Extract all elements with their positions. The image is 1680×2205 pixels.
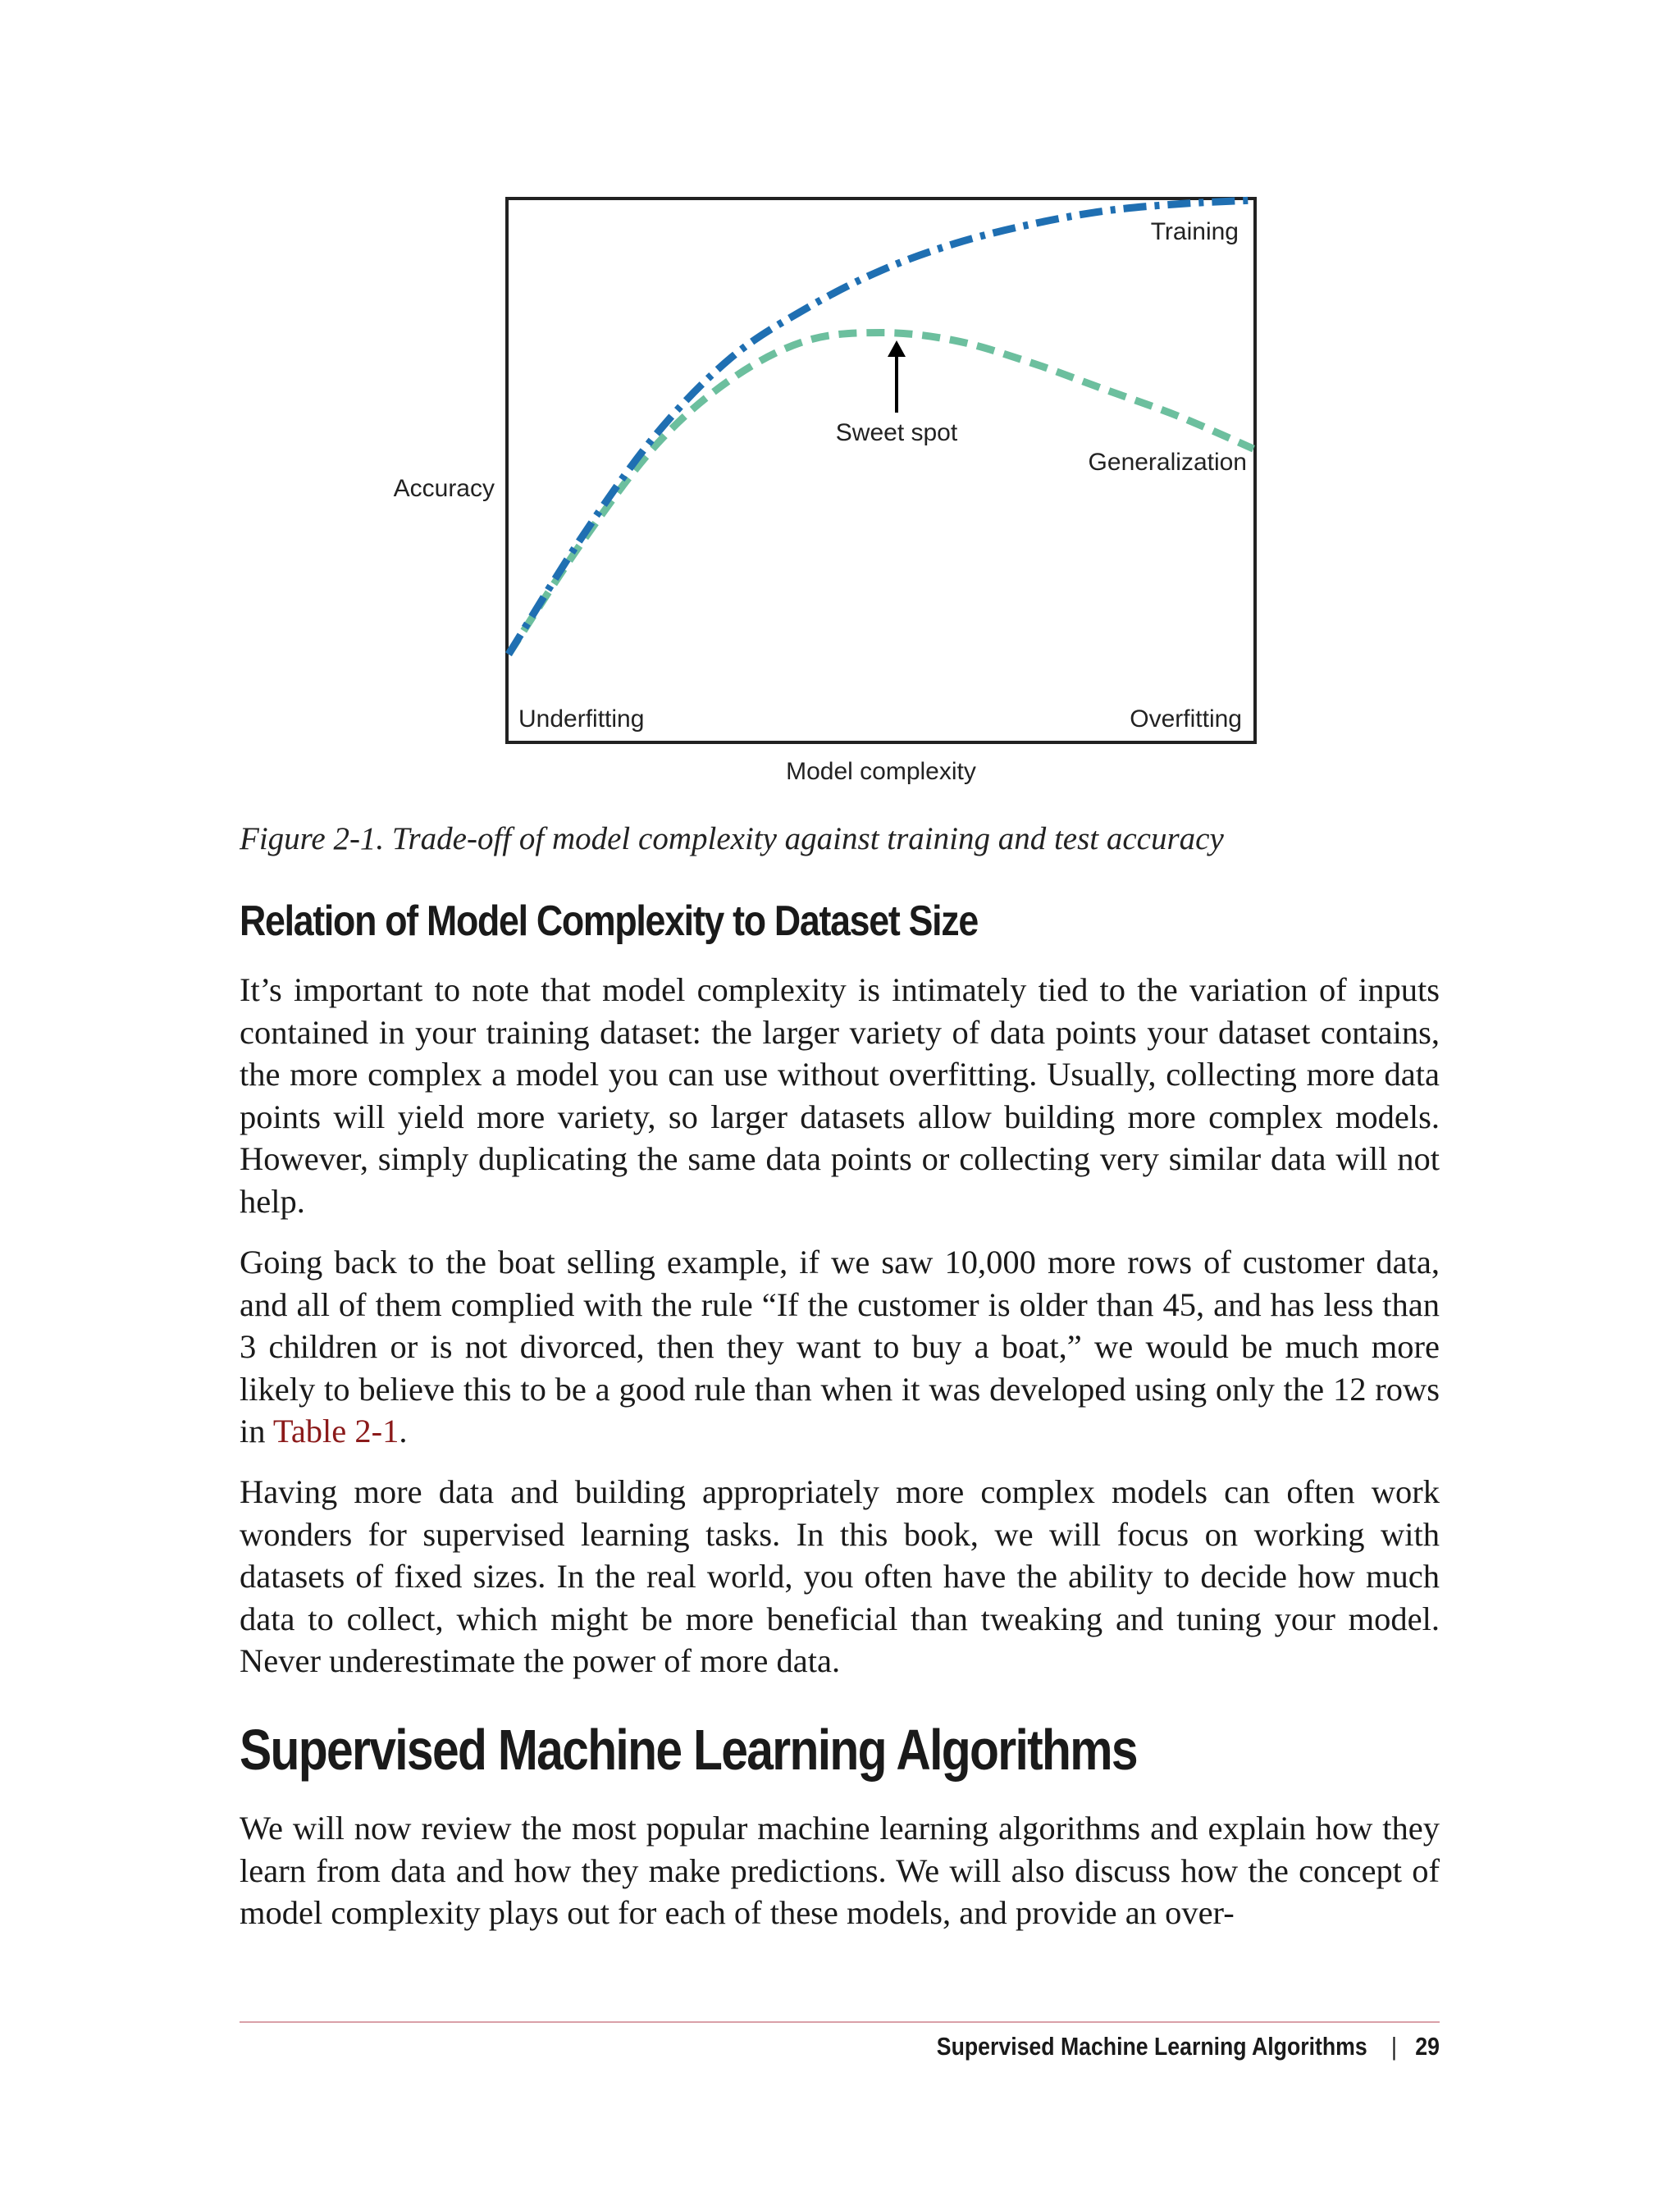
page-number: 29 (1415, 2032, 1440, 2061)
figure-caption: Figure 2-1. Trade-off of model complexity against training and test accuracy (240, 821, 1224, 856)
table-2-1-link[interactable]: Table 2-1 (272, 1413, 399, 1449)
paragraph-4: We will now review the most popular machine learning algorithms and explain how they learn from data and how they make predictions. We will also discuss how the concept of model complexity plays out for each of these models, and provide an over- (240, 1810, 1440, 1931)
label-generalization: Generalization (1088, 449, 1247, 476)
paragraph-2-text: Going back to the boat selling example, if we saw 10,000 more rows of customer data, and all of them complied with the rule “If the customer is older than 45, and has less than 3 children or is not divorced, then they want to buy a boat,” we would be much more likely to believe this to be a good rule than when it was developed using only the 12 rows in (240, 1244, 1440, 1449)
series-line-generalization (509, 333, 1253, 655)
running-title: Supervised Machine Learning Algorithms (936, 2032, 1367, 2061)
section-heading: Relation of Model Complexity to Dataset Size (240, 897, 978, 945)
sweet-spot-arrowhead (888, 340, 906, 357)
label-underfitting: Underfitting (518, 705, 645, 733)
label-training: Training (1150, 218, 1239, 245)
figure (386, 180, 1304, 804)
paragraph-2-end: . (399, 1413, 408, 1449)
footer-rule (240, 2021, 1440, 2023)
paragraph-2 (240, 1241, 1440, 1453)
paragraph-1: It’s important to note that model complexity is intimately tied to the variation of inputs contained in your training dataset: the larger variety of data points your dataset contains, the more complex a model you can use without overfitting. Usually, collecting more data points will yield more variety, so larger datasets allow building more complex models. However, simply duplicating the same data points or collecting very similar data will not help. (240, 971, 1440, 1220)
x-axis-label: Model complexity (786, 758, 976, 785)
label-overfitting: Overfitting (1130, 705, 1242, 733)
y-axis-label: Accuracy (393, 475, 495, 502)
chapter-heading: Supervised Machine Learning Algorithms (240, 1718, 1137, 1782)
paragraph-3: Having more data and building appropriately more complex models can often work wonders for supervised learning tasks. In this book, we will focus on working with datasets of fixed sizes. In the real world, you often have the ability to decide how much data to collect, which might be more beneficial than tweaking and tuning your model. Never underestimate the power of more data. (240, 1473, 1440, 1679)
label-sweet-spot: Sweet spot (835, 419, 958, 446)
page-footer (937, 2032, 1440, 2061)
accuracy-chart (386, 180, 1304, 804)
footer-separator: | (1391, 2032, 1397, 2061)
